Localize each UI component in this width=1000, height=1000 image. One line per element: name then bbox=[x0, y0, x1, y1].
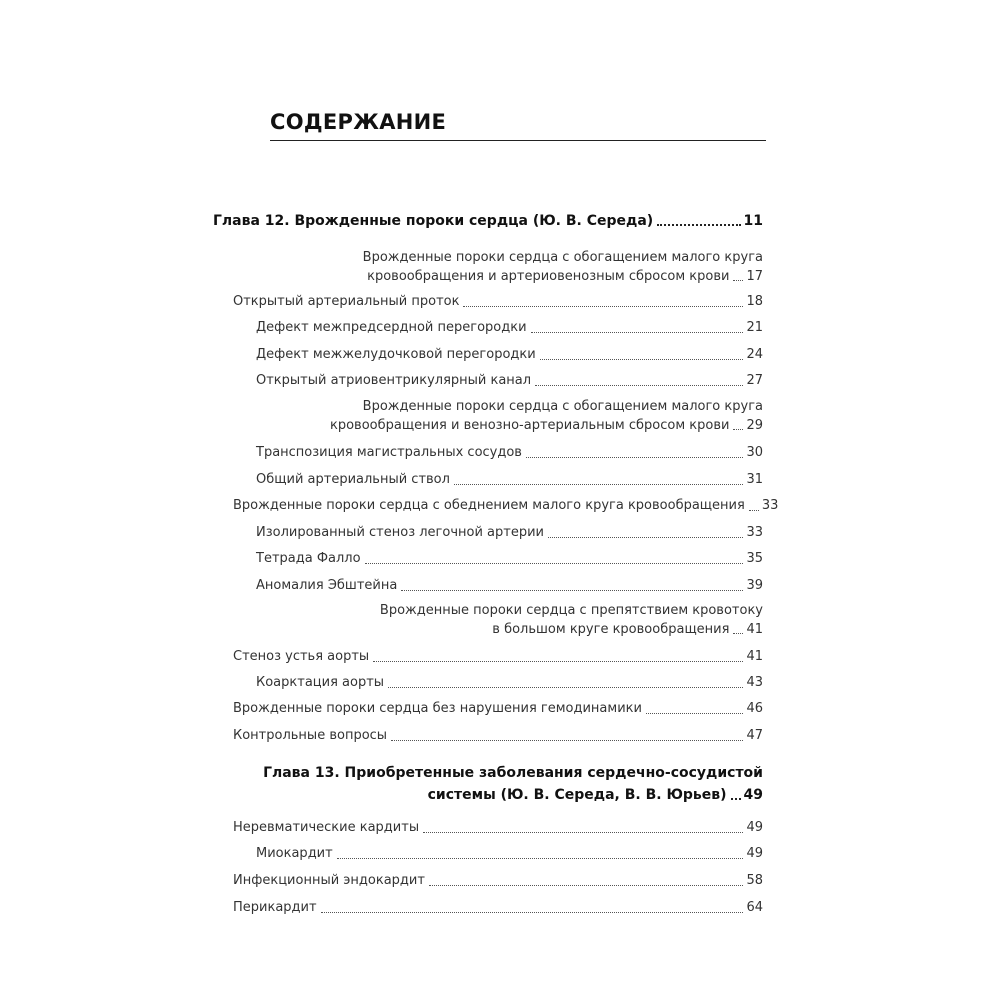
page-number: 41 bbox=[746, 649, 763, 664]
dot-leader bbox=[388, 687, 743, 688]
dot-leader bbox=[337, 858, 744, 859]
toc-entry[interactable] bbox=[233, 602, 763, 640]
entry-title: Перикардит bbox=[233, 900, 317, 915]
toc-entry[interactable] bbox=[256, 522, 763, 544]
toc-entry[interactable] bbox=[256, 548, 763, 570]
toc-entry[interactable] bbox=[256, 469, 763, 491]
entry-title: Стеноз устья аорты bbox=[233, 649, 370, 664]
entry-title: Контрольные вопросы bbox=[233, 728, 388, 743]
page-number: 49 bbox=[743, 787, 763, 803]
dot-leader bbox=[548, 537, 743, 538]
entry-title: Изолированный стеноз легочной артерии bbox=[256, 525, 544, 540]
entry-title: Общий артериальный ствол bbox=[256, 472, 450, 487]
page-number: 30 bbox=[746, 445, 763, 460]
entry-title: Открытый атриовентрикулярный канал bbox=[256, 373, 532, 388]
dot-leader bbox=[657, 224, 740, 226]
entry-title: Врожденные пороки сердца с обеднением малого круга кровообращения bbox=[233, 498, 745, 513]
page-number: 17 bbox=[746, 269, 763, 284]
page-number: 58 bbox=[746, 873, 763, 888]
page-number: 39 bbox=[746, 578, 763, 593]
toc-entry[interactable] bbox=[233, 398, 763, 436]
page-number: 11 bbox=[743, 213, 763, 229]
page-number: 21 bbox=[746, 320, 763, 335]
toc-entry[interactable] bbox=[256, 843, 763, 865]
toc-chapter-12[interactable] bbox=[213, 210, 763, 232]
page-number: 41 bbox=[746, 622, 763, 637]
entry-title: Открытый артериальный проток bbox=[233, 294, 460, 309]
entry-title: Дефект межпредсердной перегородки bbox=[256, 320, 527, 335]
entry-title: Дефект межжелудочковой перегородки bbox=[256, 347, 536, 362]
page-number: 43 bbox=[746, 675, 763, 690]
dot-leader bbox=[531, 332, 744, 333]
chapter-title-line2: системы (Ю. В. Середа, В. В. Юрьев) bbox=[427, 787, 727, 803]
toc-entry[interactable] bbox=[256, 442, 763, 464]
toc-chapter-13[interactable] bbox=[213, 762, 763, 806]
entry-title: Коарктация аорты bbox=[256, 675, 385, 690]
entry-title-line1: Врожденные пороки сердца с обогащением малого круга bbox=[362, 399, 763, 414]
dot-leader bbox=[373, 661, 743, 662]
page-number: 35 bbox=[746, 551, 763, 566]
dot-leader bbox=[454, 484, 744, 485]
entry-title: Неревматические кардиты bbox=[233, 820, 420, 835]
toc-entry[interactable] bbox=[256, 370, 763, 392]
page-number: 33 bbox=[761, 498, 779, 513]
entry-title: Транспозиция магистральных сосудов bbox=[256, 445, 522, 460]
page-number: 49 bbox=[746, 820, 763, 835]
dot-leader bbox=[646, 713, 743, 714]
entry-title: Тетрада Фалло bbox=[256, 551, 361, 566]
toc-entry[interactable] bbox=[256, 575, 763, 597]
toc-entry[interactable] bbox=[256, 344, 763, 366]
dot-leader bbox=[321, 912, 744, 913]
entry-title-line2: кровообращения и артериовенозным сбросом крови bbox=[367, 269, 730, 284]
dot-leader bbox=[733, 280, 743, 281]
entry-title: Миокардит bbox=[256, 846, 333, 861]
entry-title-line2: кровообращения и венозно-артериальным сбросом крови bbox=[329, 418, 730, 433]
toc-entry[interactable] bbox=[256, 317, 763, 339]
page-number: 18 bbox=[746, 294, 763, 309]
dot-leader bbox=[733, 429, 743, 430]
page-number: 33 bbox=[746, 525, 763, 540]
page-number: 24 bbox=[746, 347, 763, 362]
toc-entry[interactable] bbox=[233, 817, 763, 839]
page-number: 49 bbox=[746, 846, 763, 861]
page-number: 29 bbox=[746, 418, 763, 433]
dot-leader bbox=[429, 885, 744, 886]
entry-title-line1: Врожденные пороки сердца с препятствием кровотоку bbox=[379, 603, 763, 618]
entry-title-line2: в большом круге кровообращения bbox=[492, 622, 730, 637]
dot-leader bbox=[526, 457, 743, 458]
page-title: СОДЕРЖАНИЕ bbox=[270, 110, 447, 134]
toc-entry[interactable] bbox=[233, 870, 763, 892]
toc-entry[interactable] bbox=[233, 291, 763, 313]
dot-leader bbox=[463, 306, 743, 307]
toc-entry[interactable] bbox=[233, 897, 763, 919]
chapter-title-line1: Глава 13. Приобретенные заболевания сердечно-сосудистой bbox=[263, 765, 763, 781]
dot-leader bbox=[423, 832, 743, 833]
page-number: 47 bbox=[746, 728, 763, 743]
dot-leader bbox=[365, 563, 744, 564]
page-number: 64 bbox=[746, 900, 763, 915]
dot-leader bbox=[540, 359, 744, 360]
toc-entry[interactable] bbox=[233, 725, 763, 747]
entry-title: Аномалия Эбштейна bbox=[256, 578, 398, 593]
dot-leader bbox=[535, 385, 743, 386]
toc-entry[interactable] bbox=[233, 698, 763, 720]
dot-leader bbox=[391, 740, 743, 741]
dot-leader bbox=[749, 510, 759, 511]
entry-title-line1: Врожденные пороки сердца с обогащением малого круга bbox=[362, 250, 763, 265]
title-underline bbox=[270, 140, 766, 141]
dot-leader bbox=[731, 798, 741, 800]
toc-entry[interactable] bbox=[233, 495, 779, 517]
toc-entry[interactable] bbox=[233, 646, 763, 668]
entry-title: Инфекционный эндокардит bbox=[233, 873, 425, 888]
toc-entry[interactable] bbox=[256, 672, 763, 694]
toc-entry[interactable] bbox=[233, 249, 763, 287]
chapter-title: Глава 12. Врожденные пороки сердца (Ю. В. Середа) bbox=[213, 213, 654, 229]
page-number: 31 bbox=[746, 472, 763, 487]
dot-leader bbox=[401, 590, 743, 591]
page-number: 46 bbox=[746, 701, 763, 716]
entry-title: Врожденные пороки сердца без нарушения гемодинамики bbox=[233, 701, 642, 716]
page-number: 27 bbox=[746, 373, 763, 388]
dot-leader bbox=[733, 633, 743, 634]
